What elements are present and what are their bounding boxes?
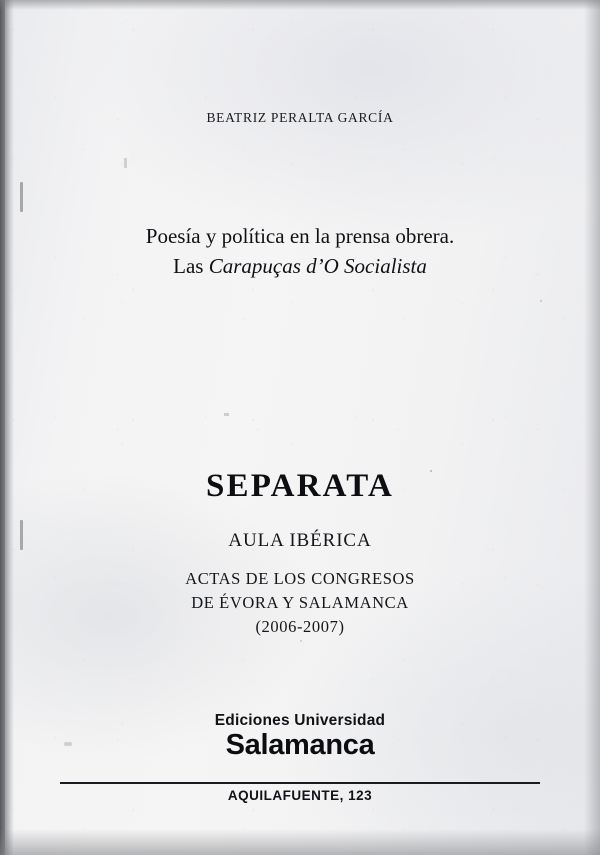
collection-name: AULA IBÉRICA xyxy=(228,530,372,551)
publisher-line-2: Salamanca xyxy=(225,729,375,762)
proceedings-line-2: DE ÉVORA Y SALAMANCA xyxy=(191,592,409,612)
title-line-2-prefix: Las xyxy=(173,253,209,278)
publisher-line-1: Ediciones Universidad xyxy=(214,712,386,729)
proceedings-info xyxy=(0,567,600,639)
document-title xyxy=(0,222,600,282)
proceedings-years: (2006-2007) xyxy=(255,616,345,636)
series-number: AQUILAFUENTE, 123 xyxy=(227,788,373,803)
title-line-2-italic: Carapuças d’O Socialista xyxy=(208,253,427,278)
separata-heading: SEPARATA xyxy=(205,468,395,504)
title-line-2 xyxy=(0,252,600,282)
proceedings-line-1: ACTAS DE LOS CONGRESOS xyxy=(185,569,415,588)
title-line-1: Poesía y política en la prensa obrera. xyxy=(145,224,455,248)
author-name: BEATRIZ PERALTA GARCÍA xyxy=(206,110,394,125)
series-divider-rule xyxy=(60,782,540,784)
publisher-logo xyxy=(0,712,600,760)
